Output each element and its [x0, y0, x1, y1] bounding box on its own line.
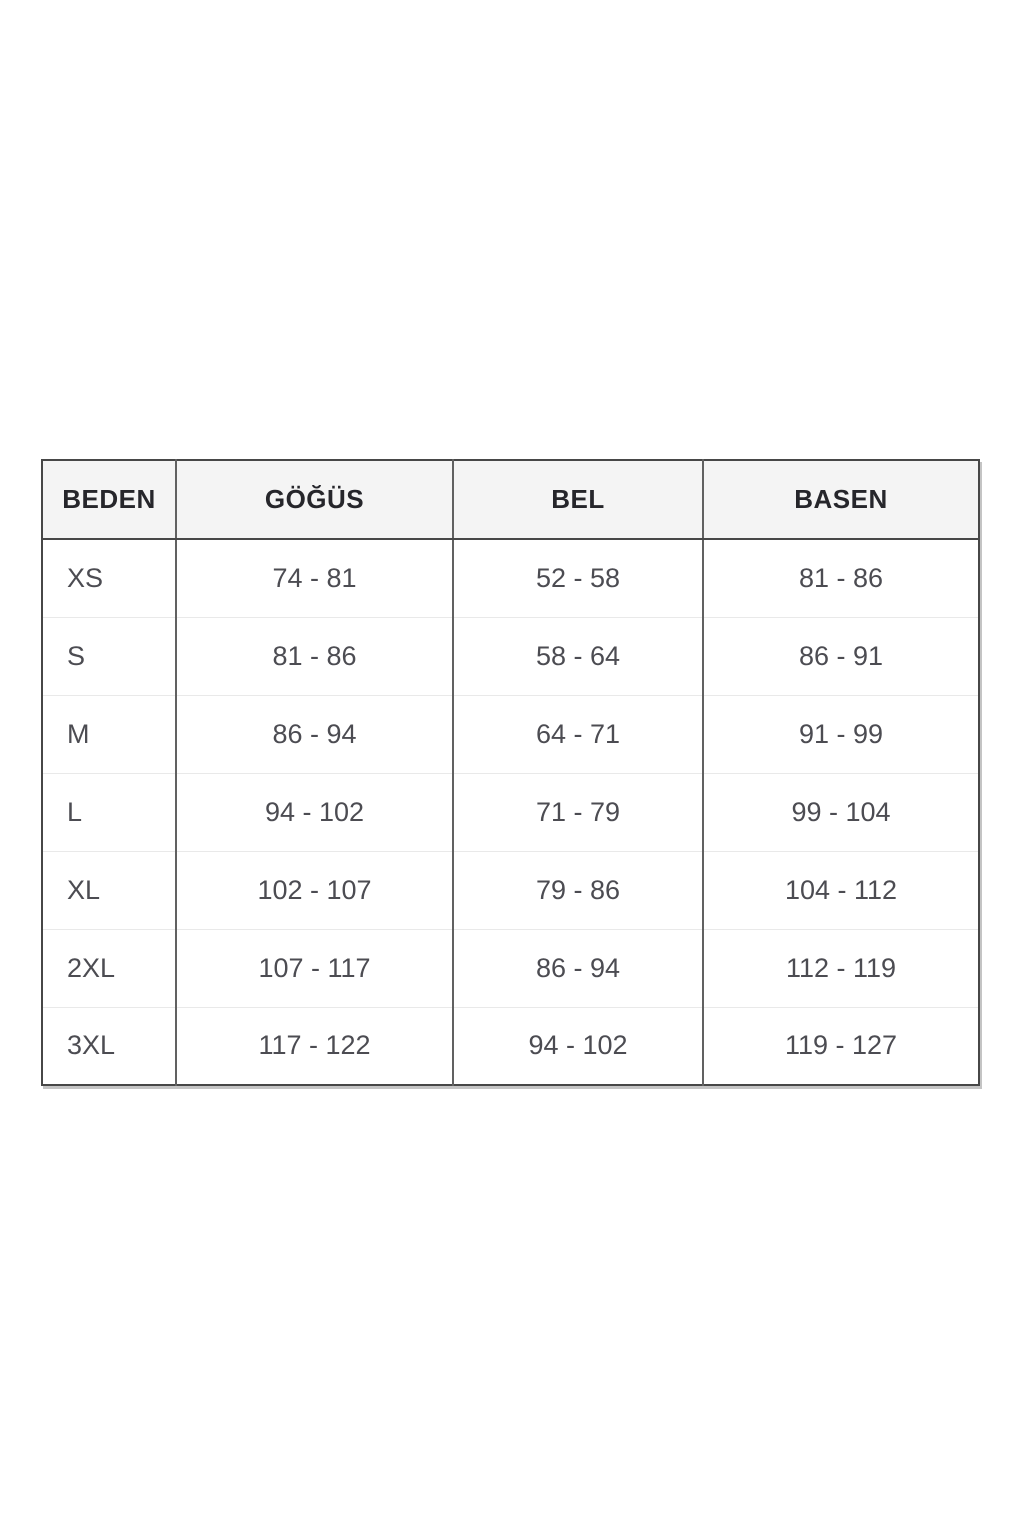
chest-cell: 94 - 102 [176, 773, 453, 851]
chest-cell: 102 - 107 [176, 851, 453, 929]
hips-cell: 119 - 127 [703, 1007, 979, 1085]
size-chart-table [41, 459, 980, 1086]
header-cell-waist: BEL [453, 460, 703, 539]
size-cell: XS [42, 539, 176, 617]
size-cell: 2XL [42, 929, 176, 1007]
table-row [42, 773, 979, 851]
table-row [42, 539, 979, 617]
size-cell: XL [42, 851, 176, 929]
chest-cell: 86 - 94 [176, 695, 453, 773]
hips-cell: 81 - 86 [703, 539, 979, 617]
chest-cell: 107 - 117 [176, 929, 453, 1007]
waist-cell: 71 - 79 [453, 773, 703, 851]
table-header-row [42, 460, 979, 539]
table-row [42, 851, 979, 929]
size-cell: L [42, 773, 176, 851]
header-cell-size: BEDEN [42, 460, 176, 539]
table-row [42, 617, 979, 695]
chest-cell: 74 - 81 [176, 539, 453, 617]
waist-cell: 58 - 64 [453, 617, 703, 695]
waist-cell: 94 - 102 [453, 1007, 703, 1085]
hips-cell: 86 - 91 [703, 617, 979, 695]
size-cell: S [42, 617, 176, 695]
waist-cell: 52 - 58 [453, 539, 703, 617]
table-row [42, 695, 979, 773]
waist-cell: 64 - 71 [453, 695, 703, 773]
chest-cell: 81 - 86 [176, 617, 453, 695]
waist-cell: 86 - 94 [453, 929, 703, 1007]
hips-cell: 112 - 119 [703, 929, 979, 1007]
hips-cell: 91 - 99 [703, 695, 979, 773]
size-cell: M [42, 695, 176, 773]
table-row [42, 1007, 979, 1085]
header-cell-hips: BASEN [703, 460, 979, 539]
hips-cell: 104 - 112 [703, 851, 979, 929]
size-cell: 3XL [42, 1007, 176, 1085]
chest-cell: 117 - 122 [176, 1007, 453, 1085]
waist-cell: 79 - 86 [453, 851, 703, 929]
hips-cell: 99 - 104 [703, 773, 979, 851]
header-cell-chest: GÖĞÜS [176, 460, 453, 539]
table-row [42, 929, 979, 1007]
